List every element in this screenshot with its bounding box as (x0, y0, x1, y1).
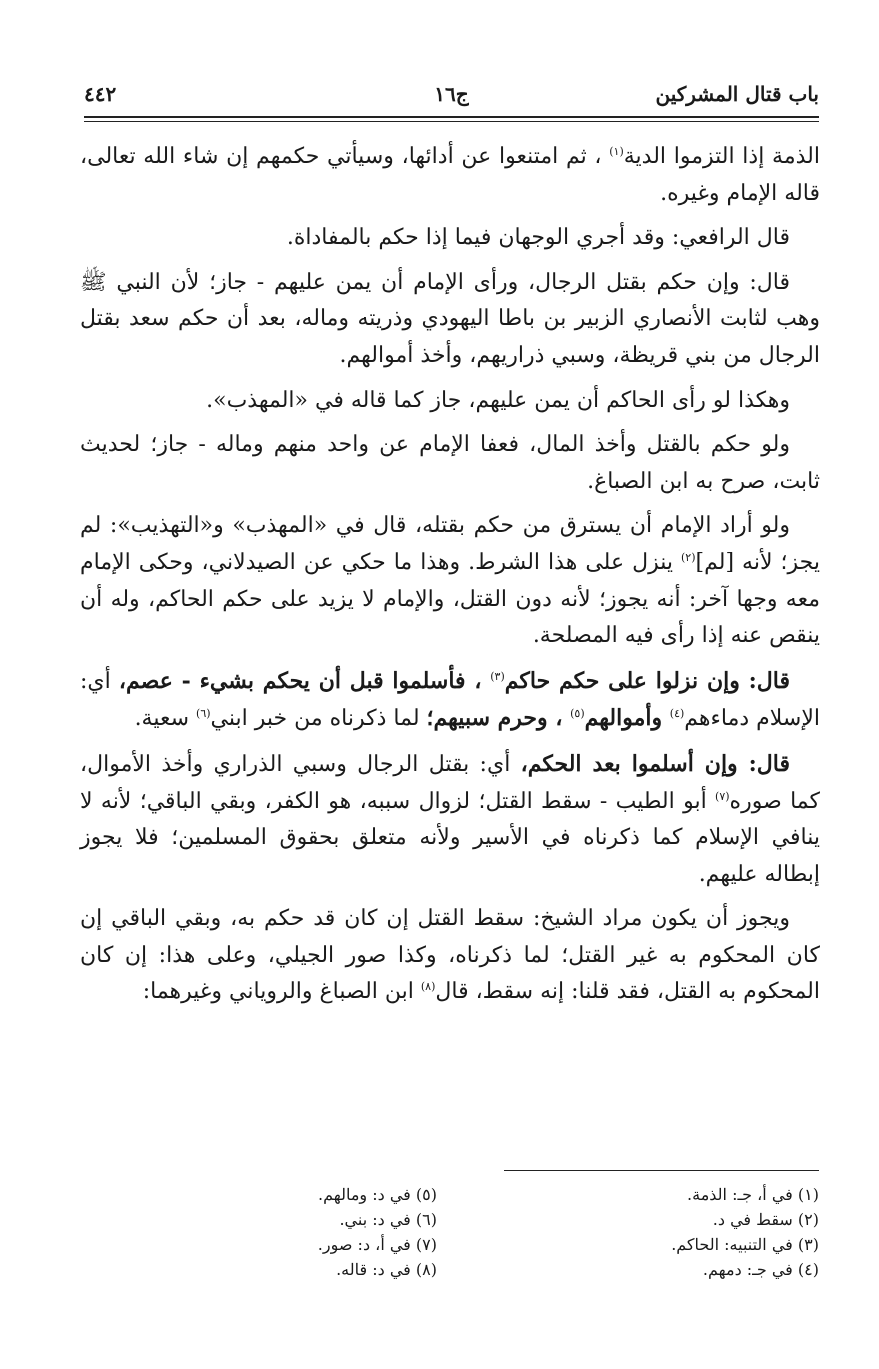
paragraph-5 (80, 427, 820, 500)
text-run: ولو حكم بالقتل وأخذ المال، فعفا الإمام عن واحد منهم وماله - جاز؛ (150, 432, 790, 458)
footnote-ref-5: (٥) (570, 707, 585, 721)
footnote-ref-2: (٢) (681, 550, 696, 564)
footnote-separator (504, 1170, 819, 1171)
paragraph-2: قال الرافعي: وقد أجري الوجهان فيما إذا حكم بالمفاداة. (286, 225, 790, 251)
bold-run: وأموالهم (584, 705, 670, 732)
running-header (84, 82, 819, 112)
footnote-ref-6: (٦) (196, 707, 211, 721)
footnote-8: (٨) في د: قاله. (336, 1260, 437, 1279)
text-run: ولو أراد الإمام أن يسترق من حكم بقتله، قال في «المهذب» و«التهذيب»: لم يجز؛ لأنه [لم] (80, 513, 820, 575)
header-rule (84, 116, 819, 118)
paragraph-9 (80, 901, 820, 1011)
footnote-ref-8: (٨) (420, 980, 436, 994)
bold-run: قال: وإن أسلموا بعد الحكم، (520, 750, 790, 777)
text-run: ، ثم امتنعوا عن أدائها، وسيأتي حكمهم إن شاء الله تعالى، قاله الإمام وغيره. (80, 144, 820, 206)
text-run: سعية. (134, 706, 197, 732)
paragraph-8 (80, 746, 820, 893)
footnote-4: (٤) في جـ: دمهم. (702, 1260, 819, 1279)
text-run: لما ذكرناه من خبر ابني (210, 706, 427, 732)
bold-run: ، وحرم سبيهم؛ (426, 705, 571, 732)
text-run: لحديث ثابت، صرح به ابن الصباغ. (80, 432, 820, 494)
volume-number: ج١٦ (434, 82, 469, 106)
main-text (80, 139, 820, 1011)
header-rule-thin (84, 121, 819, 122)
text-run: لأن النبي ﷺ وهب لثابت الأنصاري الزبير بن باطا اليهودي وذريته وماله، بعد أن حكم سعد بقتل الرجال من بني قريظة، وسبي ذراريهم، وأخذ أموالهم. (80, 269, 820, 368)
footnote-6: (٦) في د: بني. (339, 1210, 437, 1229)
footnote-ref-1: (١) (609, 145, 624, 158)
text-run: أي: بقتل الرجال وسبي الذراري وأخذ الأموال، كما صوره (80, 751, 820, 814)
paragraph-1 (80, 139, 820, 212)
text-run: ويجوز أن يكون مراد الشيخ: سقط القتل إن كان قد حكم به، وبقي الباقي إن كان المحكوم به غير القتل؛ لما ذكرناه، وكذا صور الجيلي، وعلى هذا: إن كان المحكوم به القتل، فقد قلنا: إنه سقط، قال (80, 906, 820, 1005)
bold-run: قال: وإن نزلوا على حكم حاكم (504, 667, 790, 694)
paragraph-3 (80, 265, 820, 375)
chapter-title: باب قتال المشركين (655, 82, 819, 106)
footnote-ref-7: (٧) (715, 789, 730, 803)
text-run: ابن الصباغ والروياني وغيرهما: (142, 979, 421, 1005)
footnote-7: (٧) في أ، د: صور. (317, 1235, 437, 1254)
text-run: الذمة إذا التزموا الدية (623, 144, 820, 169)
paragraph-7 (80, 663, 820, 738)
footnote-ref-4: (٤) (669, 707, 685, 721)
footnote-5: (٥) في د: ومالهم. (318, 1185, 437, 1204)
paragraph-4: وهكذا لو رأى الحاكم أن يمن عليهم، جاز كما قاله في «المهذب». (206, 387, 790, 413)
bold-run: ، فأسلموا قبل أن يحكم بشيء - عصم، (118, 667, 491, 694)
footnote-1: (١) في أ، جـ: الذمة. (687, 1185, 819, 1204)
text-run: ينزل على هذا الشرط. وهذا ما حكي عن الصيدلاني، وحكى الإمام معه وجها آخر: أنه يجوز؛ لأنه دون القتل، والإمام لا يزيد على حكم الحاكم، وله أن ينقص عنه إذا رأى فيه المصلحة. (80, 549, 820, 649)
footnote-ref-3: (٣) (490, 669, 505, 683)
text-run: قال: وإن حكم بقتل الرجال، ورأى الإمام أن يمن عليهم - جاز؛ (209, 269, 790, 295)
footnote-2: (٢) سقط في د. (712, 1210, 819, 1229)
footnote-3: (٣) في التنبيه: الحاكم. (671, 1235, 819, 1254)
page-number: ٤٤٢ (84, 82, 117, 106)
text-run: أبو الطيب - سقط القتل؛ لزوال سببه، هو الكفر، وبقي الباقي؛ لأنه لا ينافي الإسلام كما ذكرناه في الأسير ولأنه متعلق بحقوق المسلمين؛ فلا يجوز إبطاله عليهم. (80, 788, 820, 887)
paragraph-6 (80, 508, 820, 654)
text-run: أي: الإسلام دماءهم (80, 668, 820, 732)
